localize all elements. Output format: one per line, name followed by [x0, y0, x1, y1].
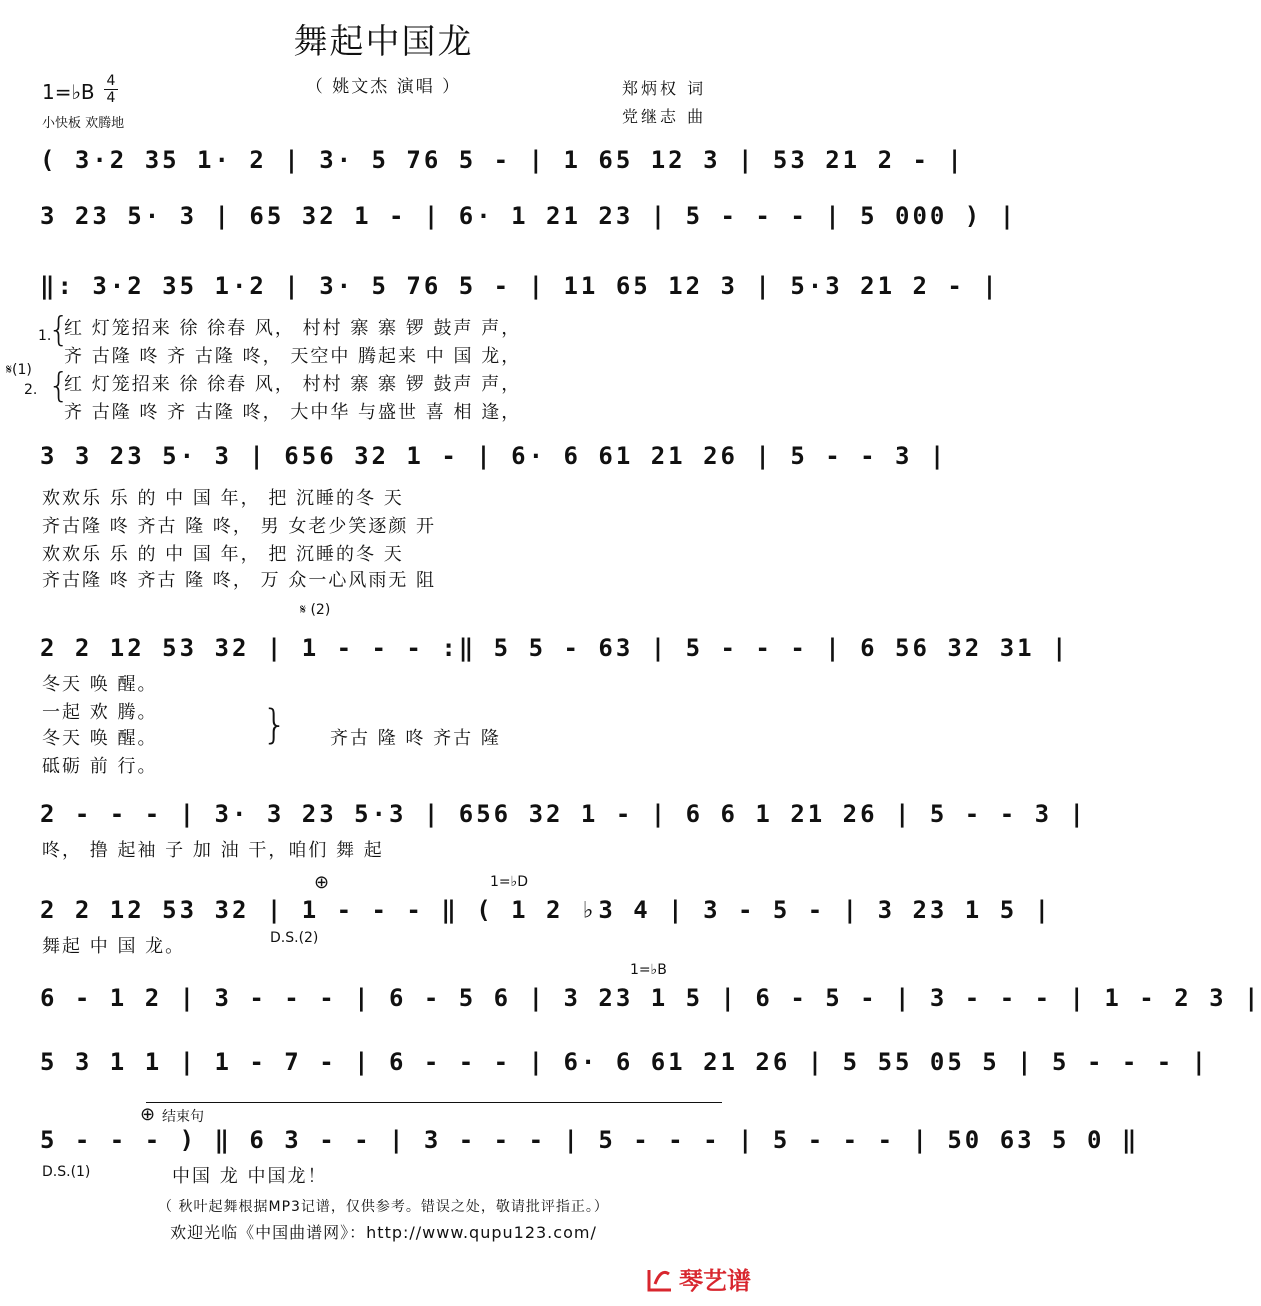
- lyric-line: 冬天 唤 醒。: [42, 674, 158, 695]
- score-row-text: ( 3·2 35 1· 2 | 3· 5 76 5 - | 1 65 12 3 | 53 21 2 - |: [40, 146, 965, 174]
- key-change-2: 1=♭B: [630, 962, 667, 978]
- lyric-brace: }: [262, 702, 288, 748]
- score-row-text: 6 - 1 2 | 3 - - - | 6 - 5 6 | 3 23 1 5 | 6 - 5 - | 3 - - - | 1 - 2 3 |: [40, 984, 1261, 1012]
- site-logo: [645, 1261, 751, 1296]
- score-row-5: [40, 634, 1070, 674]
- meter-top: 4: [106, 73, 116, 89]
- lyric-line: 中国 龙 中国龙！: [172, 1166, 328, 1187]
- coda-bracket: [146, 1102, 722, 1103]
- lyric-line: 齐古隆 咚 齐古 隆 咚， 万 众一心风雨无 阻: [42, 570, 437, 591]
- score-row-text: 5 3 1 1 | 1 - 7 - | 6 - - - | 6· 6 61 21 26 | 5 55 05 5 | 5 - - - |: [40, 1048, 1210, 1076]
- score-row-text: 2 2 12 53 32 | 1 - - - :‖ 5 5 - 63 | 5 - - - | 6 56 32 31 |: [40, 634, 1070, 662]
- lyric-line: 红 灯笼招来 徐 徐春 风， 村村 寨 寨 锣 鼓声 声，: [64, 318, 522, 339]
- lyricist-credit: 郑炳权 词: [622, 79, 707, 98]
- lyric-line: 齐古 隆 咚 齐古 隆: [330, 728, 501, 749]
- lyric-line: 砥砺 前 行。: [42, 756, 158, 777]
- score-row-6: [40, 800, 1087, 840]
- score-row-9: [40, 1048, 1210, 1088]
- lyric-line: 咚， 撸 起袖 子 加 油 干，咱们 舞 起: [42, 840, 384, 861]
- time-signature: [104, 74, 118, 105]
- score-row-10: [40, 1126, 1140, 1166]
- verse-brace: {: [48, 310, 70, 350]
- score-row-4: [40, 442, 948, 482]
- lyric-line: 齐 古隆 咚 齐 古隆 咚， 天空中 腾起来 中 国 龙，: [64, 346, 522, 367]
- verse-2-mark: 2.: [24, 382, 38, 398]
- coda-icon: ⊕: [314, 872, 330, 893]
- score-row-7: [40, 896, 1053, 936]
- lyric-line: 红 灯笼招来 徐 徐春 风， 村村 寨 寨 锣 鼓声 声，: [64, 374, 522, 395]
- score-row-3: [40, 272, 1000, 312]
- key-change-1: 1=♭D: [490, 874, 529, 890]
- score-row-8: [40, 984, 1261, 1024]
- coda-label: 结束句: [162, 1109, 204, 1125]
- score-row-1: [40, 146, 965, 186]
- transcription-note: （ 秋叶起舞根据MP3记谱，仅供参考。错误之处，敬请批评指正。）: [158, 1199, 609, 1215]
- verse-brace: {: [48, 366, 70, 406]
- score-row-text: 5 - - - ) ‖ 6 3 - - | 3 - - - | 5 - - - | 5 - - - | 50 63 5 0 ‖: [40, 1126, 1140, 1154]
- lyric-line: 欢欢乐 乐 的 中 国 年， 把 沉睡的冬 天: [42, 488, 404, 509]
- lyric-line: 齐古隆 咚 齐古 隆 咚， 男 女老少笑逐颜 开: [42, 516, 437, 537]
- singer-credit: （ 姚文杰 演唱 ）: [305, 77, 462, 97]
- ds-1-mark: D.S.(1): [42, 1164, 91, 1180]
- page-title: 舞起中国龙: [293, 22, 474, 62]
- verse-1-mark: 1.: [38, 328, 52, 344]
- score-row-2: [40, 202, 1018, 242]
- score-row-text: ‖: 3·2 35 1·2 | 3· 5 76 5 - | 11 65 12 3 | 5·3 21 2 - |: [40, 272, 1000, 300]
- score-row-text: 2 - - - | 3· 3 23 5·3 | 656 32 1 - | 6 6 1 21 26 | 5 - - 3 |: [40, 800, 1087, 828]
- lyric-line: 齐 古隆 咚 齐 古隆 咚， 大中华 与盛世 喜 相 逢，: [64, 402, 522, 423]
- meter-bottom: 4: [106, 90, 116, 106]
- score-row-text: 2 2 12 53 32 | 1 - - - ‖ ( 1 2 ♭3 4 | 3 - 5 - | 3 23 1 5 |: [40, 896, 1053, 924]
- coda-icon: ⊕: [140, 1104, 156, 1125]
- tempo-marking: 小快板 欢腾地: [42, 116, 125, 131]
- composer-credit: 党继志 曲: [622, 107, 707, 126]
- key-signature: 1=♭B: [42, 80, 95, 104]
- segno-1-mark: 𝄋(1): [6, 362, 32, 378]
- lyric-line: 一起 欢 腾。: [42, 702, 158, 723]
- lyric-line: 舞起 中 国 龙。: [42, 936, 186, 957]
- site-url[interactable]: 欢迎光临《中国曲谱网》：http://www.qupu123.com/: [170, 1223, 597, 1242]
- lyric-line: 冬天 唤 醒。: [42, 728, 158, 749]
- logo-mark-icon: [645, 1264, 675, 1294]
- lyric-line: 欢欢乐 乐 的 中 国 年， 把 沉睡的冬 天: [42, 544, 404, 565]
- score-row-text: 3 3 23 5· 3 | 656 32 1 - | 6· 6 61 21 26 | 5 - - 3 |: [40, 442, 948, 470]
- segno-2-mark: 𝄋 (2): [300, 602, 331, 618]
- ds-2-mark: D.S.(2): [270, 930, 319, 946]
- score-row-text: 3 23 5· 3 | 65 32 1 - | 6· 1 21 23 | 5 - - - | 5 000 ) |: [40, 202, 1018, 230]
- logo-text: 琴艺谱: [679, 1267, 751, 1295]
